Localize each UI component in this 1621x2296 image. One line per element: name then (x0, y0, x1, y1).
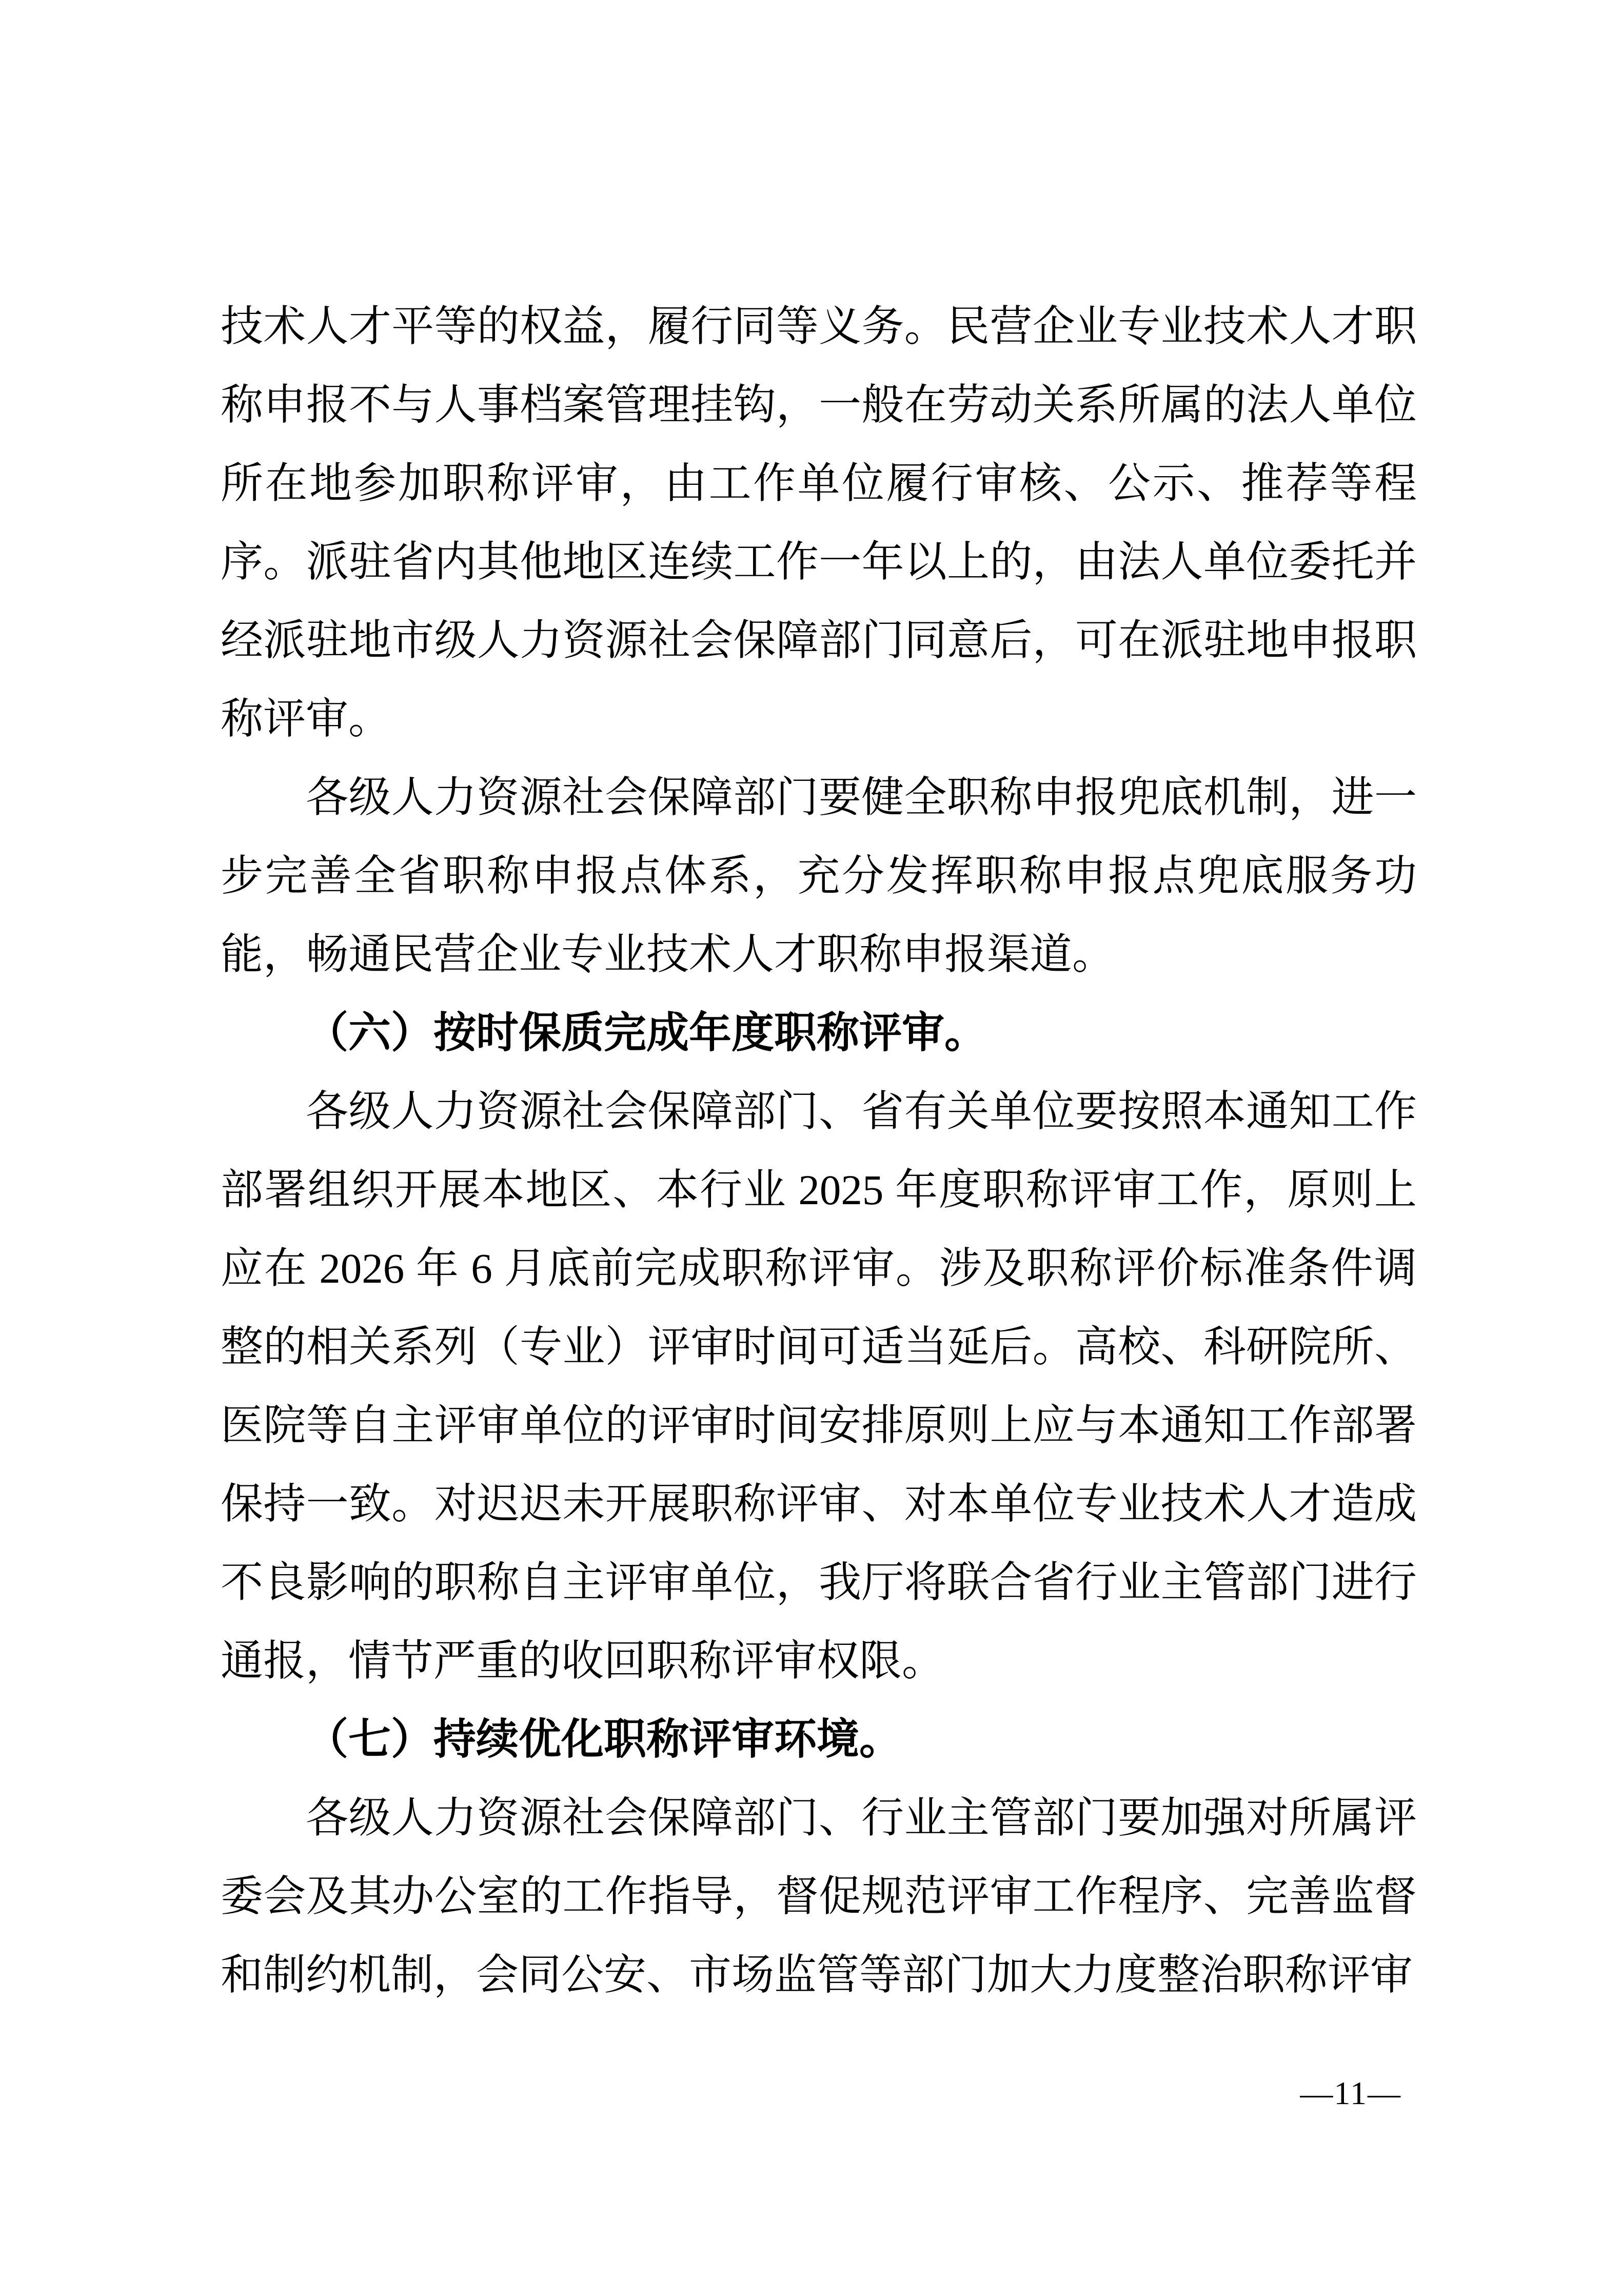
page-number: —11— (1300, 2075, 1401, 2111)
paragraph-continuation: 技术人才平等的权益，履行同等义务。民营企业专业技术人才职称申报不与人事档案管理挂钩，一般在劳动关系所属的法人单位所在地参加职称评审，由工作单位履行审核、公示、推荐等程序。派驻省内其他地区连续工作一年以上的，由法人单位委托并经派驻地市级人力资源社会保障部门同意后，可在派驻地申报职称评审。 (221, 303, 1417, 742)
document-body (221, 287, 1417, 2014)
paragraph: 各级人力资源社会保障部门、省有关单位要按照本通知工作部署组织开展本地区、本行业 2025 年度职称评审工作，原则上应在 2026 年 6 月底前完成职称评审。涉及职称评价标准条件调整的相关系列（专业）评审时间可适当延后。高校、科研院所、医院等自主评审单位的评审时间安排原则上应与本通知工作部署保持一致。对迟迟未开展职称评审、对本单位专业技术人才造成不良影响的职称自主评审单位，我厅将联合省行业主管部门进行通报，情节严重的收回职称评审权限。 (221, 1088, 1417, 1684)
paragraph: 各级人力资源社会保障部门要健全职称申报兜底机制，进一步完善全省职称申报点体系，充分发挥职称申报点兜底服务功能，畅通民营企业专业技术人才职称申报渠道。 (221, 774, 1417, 978)
section-heading-seven: （七）持续优化职称评审环境。 (306, 1716, 902, 1763)
paragraph: 各级人力资源社会保障部门、行业主管部门要加强对所属评委会及其办公室的工作指导，督促规范评审工作程序、完善监督和制约机制，会同公安、市场监管等部门加大力度整治职称评审 (221, 1794, 1417, 1998)
section-heading-six: （六）按时保质完成年度职称评审。 (306, 1009, 987, 1056)
